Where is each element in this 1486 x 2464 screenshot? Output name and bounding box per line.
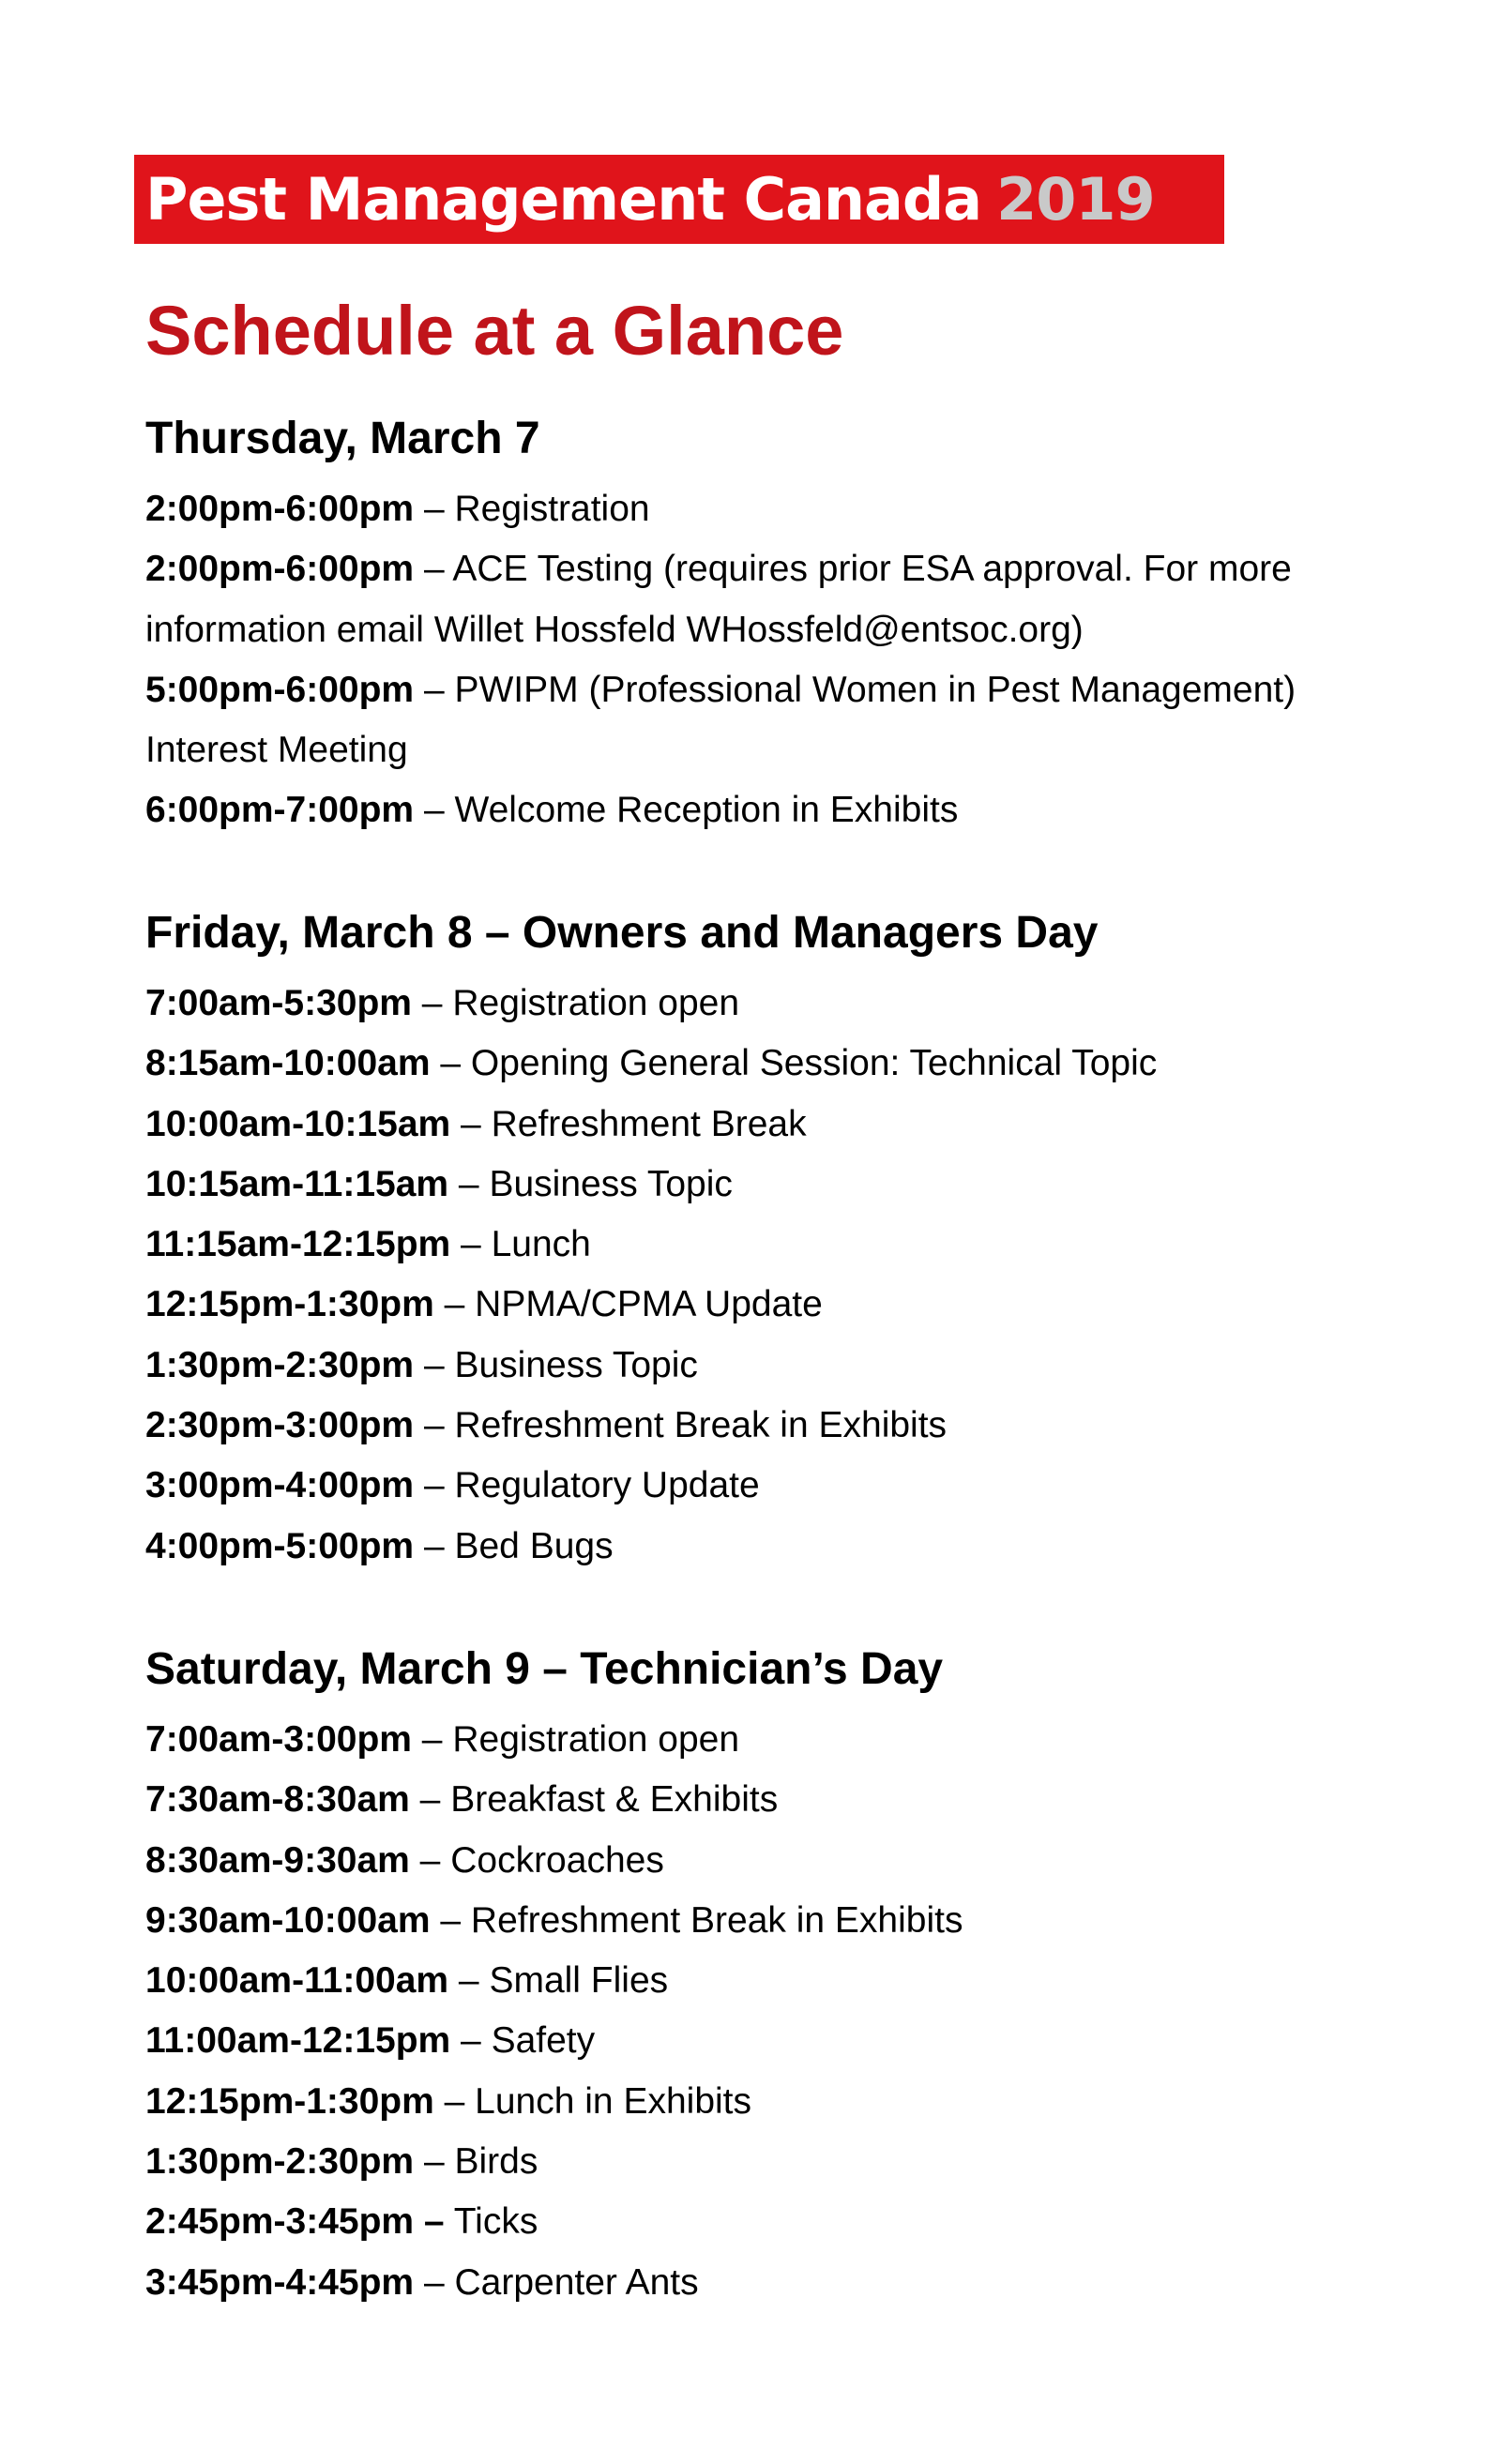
- entry-description: Birds: [454, 2141, 538, 2183]
- entry-time: 12:15pm-1:30pm: [145, 2080, 434, 2122]
- banner-title: Pest Management Canada: [145, 165, 982, 234]
- entry-time: 3:00pm-4:00pm: [145, 1465, 415, 1506]
- entry-description: NPMA/CPMA Update: [475, 1284, 823, 1325]
- entry-time: 11:15am-12:15pm: [145, 1224, 451, 1265]
- entry-time: 11:00am-12:15pm: [145, 2020, 451, 2062]
- banner-year: 2019: [996, 165, 1155, 234]
- entry-separator: –: [409, 1839, 451, 1881]
- schedule-entry: [145, 539, 1365, 660]
- schedule-entry: [145, 1456, 1365, 1516]
- entry-description: Refreshment Break in Exhibits: [454, 1405, 948, 1446]
- entry-description: Ticks: [453, 2201, 538, 2243]
- entry-separator: –: [414, 790, 455, 831]
- entry-time: 2:30pm-3:00pm: [145, 1405, 415, 1446]
- entry-time: 6:00pm-7:00pm: [145, 790, 415, 831]
- entry-separator: –: [448, 1163, 490, 1204]
- entry-separator: –: [450, 1103, 492, 1144]
- entry-time: 10:00am-11:00am: [145, 1960, 449, 2002]
- entry-description: Breakfast & Exhibits: [450, 1779, 779, 1821]
- entry-separator: –: [411, 1719, 453, 1760]
- schedule-entry: [145, 2072, 1365, 2132]
- entry-separator: –: [409, 1779, 451, 1821]
- schedule-entry: [145, 2253, 1365, 2313]
- entry-time: 7:00am-3:00pm: [145, 1719, 412, 1760]
- entry-description: Safety: [491, 2020, 596, 2062]
- entry-time: 3:45pm-4:45pm: [145, 2261, 415, 2303]
- entry-separator: –: [414, 549, 453, 590]
- entry-time: 10:00am-10:15am: [145, 1103, 451, 1144]
- entry-separator: –: [411, 983, 453, 1023]
- schedule-entry: [145, 1951, 1365, 2011]
- entry-description: Welcome Reception in Exhibits: [454, 790, 959, 831]
- schedule-entry: [145, 660, 1365, 781]
- entry-separator: –: [448, 1960, 490, 2002]
- entry-time: 8:30am-9:30am: [145, 1839, 410, 1881]
- entry-description: Registration open: [452, 1719, 740, 1760]
- day-section-thursday: [145, 411, 1365, 841]
- schedule-entry: [145, 2011, 1365, 2071]
- entry-time: 10:15am-11:15am: [145, 1163, 449, 1204]
- schedule-entry: [145, 2132, 1365, 2192]
- entry-time: 7:30am-8:30am: [145, 1779, 410, 1821]
- schedule-entry: [145, 780, 1365, 840]
- schedule-entry: [145, 479, 1365, 539]
- entry-description: Lunch: [491, 1224, 591, 1265]
- entry-separator: –: [414, 1465, 455, 1506]
- entry-description: Refreshment Break: [491, 1103, 807, 1144]
- schedule-entry: [145, 2192, 1365, 2252]
- entry-time: 5:00pm-6:00pm: [145, 669, 415, 710]
- entry-time: 2:00pm-6:00pm: [145, 489, 415, 529]
- schedule-entry: [145, 1155, 1365, 1215]
- title-banner: [134, 155, 1224, 244]
- entry-time: 1:30pm-2:30pm: [145, 1344, 415, 1385]
- entry-description: Opening General Session: Technical Topic: [470, 1043, 1158, 1084]
- entry-description: Registration: [454, 489, 650, 529]
- day-heading: Friday, March 8 – Owners and Managers Day: [145, 908, 1099, 958]
- entry-description: Business Topic: [454, 1344, 698, 1385]
- entry-separator: –: [414, 489, 455, 529]
- day-section-friday: [145, 905, 1365, 1577]
- day-section-saturday: [145, 1641, 1365, 2313]
- entry-description: Business Topic: [489, 1163, 733, 1204]
- schedule-entry: [145, 1336, 1365, 1396]
- entry-separator: –: [414, 669, 455, 710]
- entry-separator: –: [430, 1043, 471, 1084]
- schedule-entry: [145, 1275, 1365, 1335]
- entry-time: 8:15am-10:00am: [145, 1043, 431, 1084]
- entry-separator: [445, 2201, 454, 2242]
- schedule-entry: [145, 1517, 1365, 1577]
- entry-description: Lunch in Exhibits: [475, 2080, 752, 2122]
- entry-description: Registration open: [452, 983, 740, 1023]
- entry-time: 7:00am-5:30pm: [145, 983, 412, 1023]
- schedule-entry: [145, 1396, 1365, 1456]
- page-subtitle: Schedule at a Glance: [145, 292, 844, 370]
- entry-separator: –: [450, 1224, 492, 1265]
- entry-separator: –: [414, 2261, 455, 2303]
- schedule-entry: [145, 1831, 1365, 1891]
- day-heading: Thursday, March 7: [145, 414, 540, 463]
- entry-description: Bed Bugs: [454, 1525, 614, 1566]
- entry-time: 1:30pm-2:30pm: [145, 2141, 415, 2183]
- entry-separator: –: [433, 2080, 476, 2122]
- schedule-entry: [145, 1891, 1365, 1951]
- entry-separator: –: [414, 1405, 455, 1446]
- entry-separator: –: [414, 1525, 455, 1566]
- entry-time: 2:45pm-3:45pm –: [145, 2201, 445, 2243]
- entry-separator: –: [433, 1284, 476, 1325]
- entry-description: Cockroaches: [450, 1839, 664, 1881]
- schedule-entry: [145, 1710, 1365, 1770]
- entry-separator: –: [414, 2141, 455, 2183]
- entry-description: PWIPM (Professional Women in Pest Management) Interest Meeting: [145, 669, 1296, 771]
- schedule-entry: [145, 974, 1365, 1034]
- entry-description: Small Flies: [489, 1960, 669, 2002]
- entry-description: Regulatory Update: [454, 1465, 760, 1506]
- entry-time: 9:30am-10:00am: [145, 1899, 431, 1941]
- entry-time: 12:15pm-1:30pm: [145, 1284, 434, 1325]
- entry-description: Carpenter Ants: [454, 2261, 699, 2303]
- entry-separator: –: [430, 1899, 471, 1941]
- entry-description: ACE Testing (requires prior ESA approval. For more information email Willet Hossfeld WHossfeld@entsoc.org): [145, 549, 1292, 650]
- entry-time: 2:00pm-6:00pm: [145, 549, 415, 590]
- schedule-entry: [145, 1034, 1365, 1094]
- entry-separator: –: [414, 1344, 455, 1385]
- day-heading: Saturday, March 9 – Technician’s Day: [145, 1644, 944, 1694]
- schedule-entry: [145, 1095, 1365, 1155]
- entry-time: 4:00pm-5:00pm: [145, 1525, 415, 1566]
- entry-description: Refreshment Break in Exhibits: [470, 1899, 963, 1941]
- schedule-entry: [145, 1770, 1365, 1830]
- entry-separator: –: [450, 2020, 492, 2062]
- schedule-entry: [145, 1215, 1365, 1275]
